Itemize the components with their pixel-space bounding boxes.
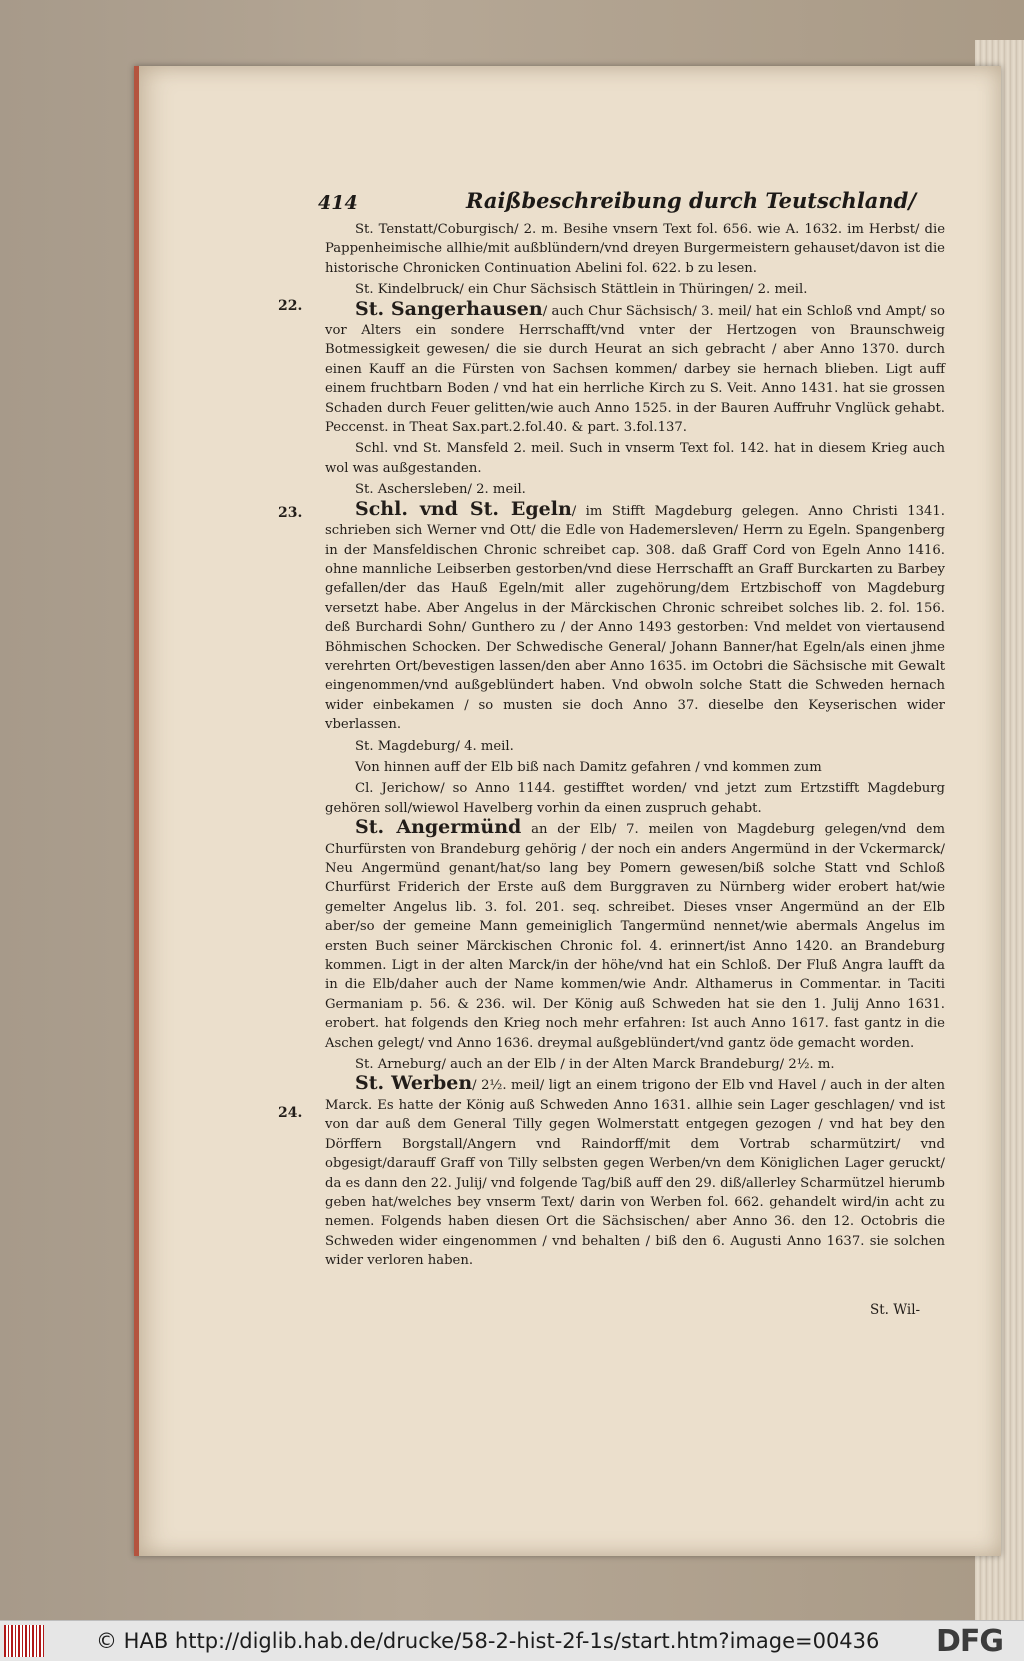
viewer-footer	[0, 1620, 1024, 1661]
paragraph-lead: St. Angermünd	[355, 816, 522, 839]
paragraph-text: St. Tenstatt/Coburgisch/ 2. m. Besihe vnsern Text fol. 656. wie A. 1632. im Herbst/ die Pappenheimische allhie/mit außblündern/vnd dreyen Burgermeistern gehauset/davon ist die historische Chronicken Continuation Abelini fol. 622. b zu lesen.	[325, 222, 945, 276]
paragraph	[325, 218, 945, 278]
paragraph-lead: St. Sangerhausen	[355, 297, 543, 320]
paragraph	[325, 478, 945, 499]
paragraph	[325, 497, 945, 735]
paragraph-text: St. Arneburg/ auch an der Elb / in der Alten Marck Brandeburg/ 2½. m.	[355, 1057, 835, 1073]
paragraph-lead: St. Werben	[355, 1072, 473, 1095]
dfg-logo: DFG	[936, 1624, 1004, 1659]
paragraph-text: / 2½. meil/ ligt an einem trigono der Elb vnd Havel / auch in der alten Marck. Es hatte der König auß Schweden Anno 1631. allhie sein Lager geschlagen/ vnd ist von dar auß dem General Tilly gegen Wolmerstatt entgegen gezogen / vnd hat bey den Dörffern Borgstall/Angern vnd Raindorff/mit dem Vortrab scharmützirt/ vnd obgesigt/darauff Graff von Tilly selbsten gegen Werben/vn dem Königlichen Lager geruckt/ da es dann den 22. Julij/ vnd folgende Tag/biß auff den 29. diß/allerley Scharmützel hierumb geben hat/welches bey vnserm Text/ darin von Werben fol. 662. gehandelt wird/in acht zu nemen. Folgends haben diesen Ort die Sächsischen/ aber Anno 36. den 12. Octobris die Schweden wider eingenommen / vnd behalten / biß den 6. Augusti Anno 1637. sie solchen wider verloren haben.	[325, 1078, 945, 1269]
paragraph	[325, 1053, 945, 1074]
margin-number-22: 22.	[278, 298, 303, 314]
paragraph	[325, 297, 945, 438]
paragraph-text: Schl. vnd St. Mansfeld 2. meil. Such in vnserm Text fol. 142. hat in diesem Krieg auch wol was außgestanden.	[325, 441, 945, 476]
running-title: Raißbeschreibung durch Teutschland/	[466, 188, 917, 213]
paragraph	[325, 777, 945, 818]
paragraph	[325, 735, 945, 756]
paragraph	[325, 756, 945, 777]
paragraph-text: Von hinnen auff der Elb biß nach Damitz gefahren / vnd kommen zum	[355, 759, 822, 775]
paragraph-text: / auch Chur Sächsisch/ 3. meil/ hat ein Schloß vnd Ampt/ so vor Alters ein sondere Herrschafft/vnd vnter der Hertzogen von Braunschweig Botmessigkeit gewesen/ die sie durch Heurat an sich gebracht / aber Anno 1370. durch einen Kauff an die Fürsten von Sachsen kommen/ darbey sie hernach blieben. Ligt auff einem fruchtbarn Boden / vnd hat ein herrliche Kirch zu S. Veit. Anno 1431. hat sie grossen Schaden durch Feuer gelitten/wie auch Anno 1525. in der Bauren Auffruhr Vnglück gehabt. Peccenst. in Theat Sax.part.2.fol.40. & part. 3.fol.137.	[325, 303, 945, 436]
paragraph-lead: Schl. vnd St. Egeln	[355, 497, 572, 520]
page-number: 414	[318, 192, 358, 214]
paragraph-text: an der Elb/ 7. meilen von Magdeburg gelegen/vnd dem Churfürsten von Brandeburg gehörig / der noch ein anders Angermünd in der Vckermarck/ Neu Angermünd genant/hat/so lang bey Pomern gewesen/biß solche Statt vnd Schloß Churfürst Friderich der Erste auß dem Burggraven zu Nürnberg wider erobert hat/wie gemelter Angelus lib. 3. fol. 201. seq. schreibet. Dieses vnser Angermünd an der Elb aber/so der gemeine Mann gemeiniglich Tangermünd nennet/wie abermals Angelus im ersten Buch seiner Märckischen Chronic fol. 4. erinnert/ist Anno 1420. an Brandeburg kommen. Ligt in der alten Marck/in der höhe/vnd hat ein Schloß. Der Fluß Angra laufft da in die Elb/daher auch der Name kommen/wie Andr. Althamerus in Commentar. in Taciti Germaniam p. 56. & 236. wil. Der König auß Schweden hat sie den 1. Julij Anno 1631. erobert. hat folgends den Krieg noch mehr erfahren: Ist auch Anno 1617. fast gantz in die Aschen gelegt/ vnd Anno 1636. dreymal außgeblündert/vnd gantz öde gemacht worden.	[325, 822, 945, 1051]
paragraph	[325, 1074, 945, 1270]
catchword: St. Wil-	[870, 1302, 921, 1318]
page-header	[318, 188, 958, 220]
paragraph	[325, 437, 945, 478]
paragraph	[325, 818, 945, 1053]
paragraph-text: St. Magdeburg/ 4. meil.	[355, 738, 514, 754]
paragraph-text: Cl. Jerichow/ so Anno 1144. gestifftet worden/ vnd jetzt zum Ertzstifft Magdeburg gehören soll/wiewol Havelberg vorhin da einen zuspruch gehabt.	[325, 781, 945, 816]
paragraph	[325, 278, 945, 299]
margin-number-24: 24.	[278, 1105, 303, 1121]
source-credit[interactable]: © HAB http://diglib.hab.de/drucke/58-2-hist-2f-1s/start.htm?image=00436	[96, 1629, 880, 1653]
paragraph-text: St. Aschersleben/ 2. meil.	[355, 482, 526, 498]
paragraph-text: St. Kindelbruck/ ein Chur Sächsisch Stättlein in Thüringen/ 2. meil.	[355, 282, 808, 298]
paragraph-text: / im Stifft Magdeburg gelegen. Anno Christi 1341. schrieben sich Werner vnd Ott/ die Edle von Hademersleven/ Herrn zu Egeln. Spangenberg in der Mansfeldischen Chronic schreibet cap. 308. daß Graff Cord von Egeln Anno 1416. ohne mannliche Leibserben gestorben/vnd diese Herrschafft an Graff Burckarten zu Barbey gefallen/der das Hauß Egeln/mit aller zugehörung/dem Ertzbischoff von Magdeburg versetzt habe. Aber Angelus in der Märckischen Chronic schreibet solches lib. 2. fol. 156. deß Burchardi Sohn/ Gunthero zu / der Anno 1493 gestorben: Vnd meldet von viertausend Böhmischen Schocken. Der Schwedische General/ Johann Banner/hat Egeln/als einen jhme verehrten Ort/bevestigen lassen/den aber Anno 1635. im Octobri die Sächsische mit Gewalt eingenommen/vnd außgeblündert haben. Vnd obwoln solche Statt die Schweden hernach wider einbekamen / so musten sie doch Anno 37. dieselbe den Keyserischen wider vberlassen.	[325, 503, 945, 733]
barcode-icon	[4, 1625, 44, 1657]
page-text	[325, 218, 945, 1271]
margin-number-23: 23.	[278, 505, 303, 521]
